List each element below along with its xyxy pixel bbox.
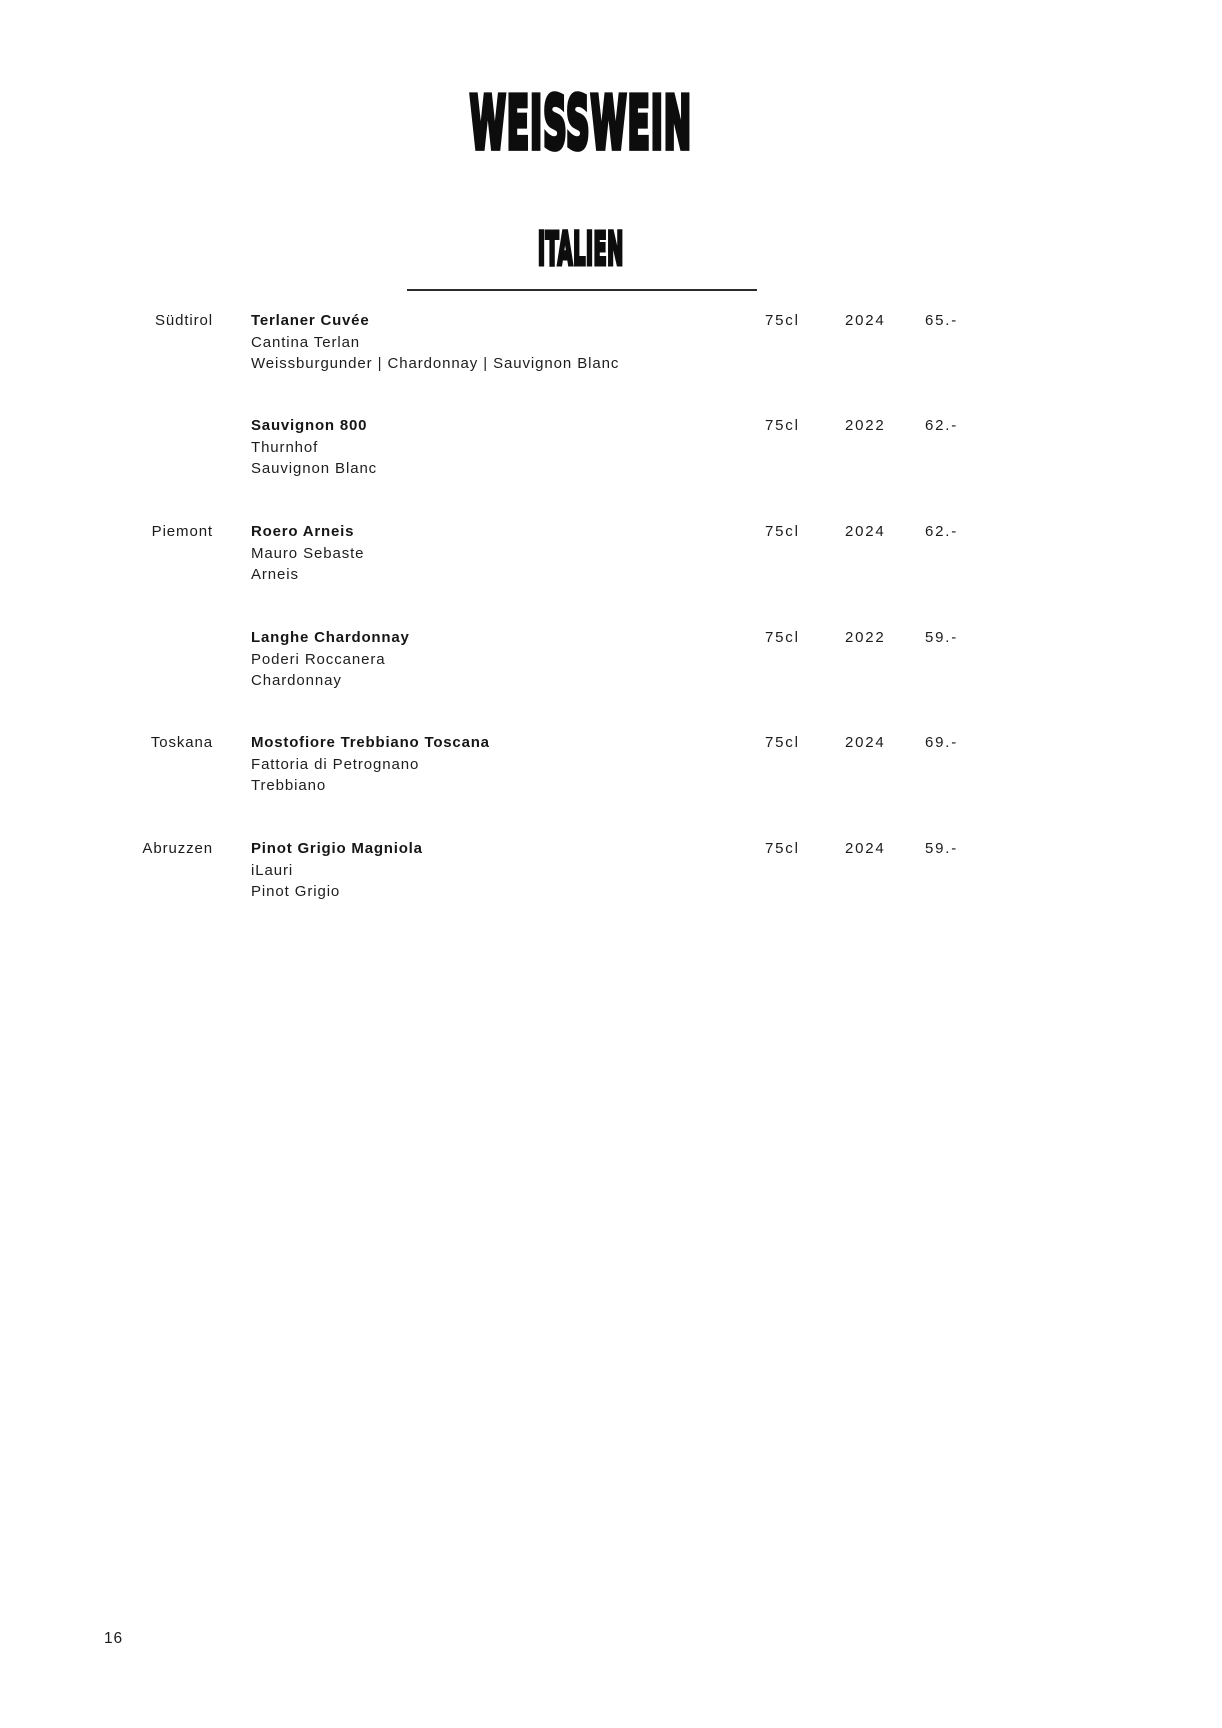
wine-details xyxy=(251,310,765,375)
wine-producer: Cantina Terlan xyxy=(251,333,361,351)
price: 59.- xyxy=(925,629,959,646)
page-title: WEISSWEIN xyxy=(469,80,693,166)
wine-grapes: Trebbiano xyxy=(251,777,327,794)
bottle-size: 75cl xyxy=(765,629,800,646)
wine-producer: Thurnhof xyxy=(251,438,319,456)
price: 62.- xyxy=(925,417,959,434)
wine-name: Langhe Chardonnay xyxy=(251,629,410,646)
wine-grapes: Weissburgunder | Chardonnay | Sauvignon Blanc xyxy=(251,355,620,372)
wine-entry xyxy=(0,521,1222,586)
wine-entry xyxy=(0,415,1222,480)
bottle-size: 75cl xyxy=(765,523,800,540)
bottle-size: 75cl xyxy=(765,312,800,329)
wine-details xyxy=(251,627,765,692)
price: 62.- xyxy=(925,523,959,540)
wine-name: Mostofiore Trebbiano Toscana xyxy=(251,734,490,751)
bottle-size: 75cl xyxy=(765,734,800,751)
price: 59.- xyxy=(925,840,959,857)
wine-producer: Poderi Roccanera xyxy=(251,650,386,668)
region-label: Südtirol xyxy=(154,312,213,329)
section-title: ITALIEN xyxy=(538,224,624,277)
vintage-year: 2024 xyxy=(845,312,886,329)
wine-producer: iLauri xyxy=(251,861,294,879)
wine-entry xyxy=(0,838,1222,903)
wine-producer: Mauro Sebaste xyxy=(251,544,365,562)
price: 69.- xyxy=(925,734,959,751)
wine-details xyxy=(251,732,765,797)
wine-producer: Fattoria di Petrognano xyxy=(251,755,420,773)
region-label: Abruzzen xyxy=(142,840,213,857)
wine-name: Sauvignon 800 xyxy=(251,417,368,434)
vintage-year: 2024 xyxy=(845,523,886,540)
price: 65.- xyxy=(925,312,959,329)
vintage-year: 2024 xyxy=(845,734,886,751)
wine-name: Pinot Grigio Magniola xyxy=(251,840,423,857)
vintage-year: 2022 xyxy=(845,417,886,434)
wine-grapes: Arneis xyxy=(251,566,299,583)
page-number: 16 xyxy=(104,1630,124,1647)
wine-details xyxy=(251,521,765,586)
wine-details xyxy=(251,838,765,903)
vintage-year: 2024 xyxy=(845,840,886,857)
wine-grapes: Pinot Grigio xyxy=(251,883,341,900)
wine-grapes: Chardonnay xyxy=(251,672,342,689)
bottle-size: 75cl xyxy=(765,417,800,434)
wine-entry xyxy=(0,732,1222,797)
region-label: Toskana xyxy=(150,734,213,751)
wine-grapes: Sauvignon Blanc xyxy=(251,460,378,477)
wine-name: Terlaner Cuvée xyxy=(251,312,370,329)
wine-name: Roero Arneis xyxy=(251,523,355,540)
bottle-size: 75cl xyxy=(765,840,800,857)
wine-entry xyxy=(0,310,1222,375)
region-label: Piemont xyxy=(151,523,213,540)
wine-entry xyxy=(0,627,1222,692)
wine-details xyxy=(251,415,765,480)
vintage-year: 2022 xyxy=(845,629,886,646)
